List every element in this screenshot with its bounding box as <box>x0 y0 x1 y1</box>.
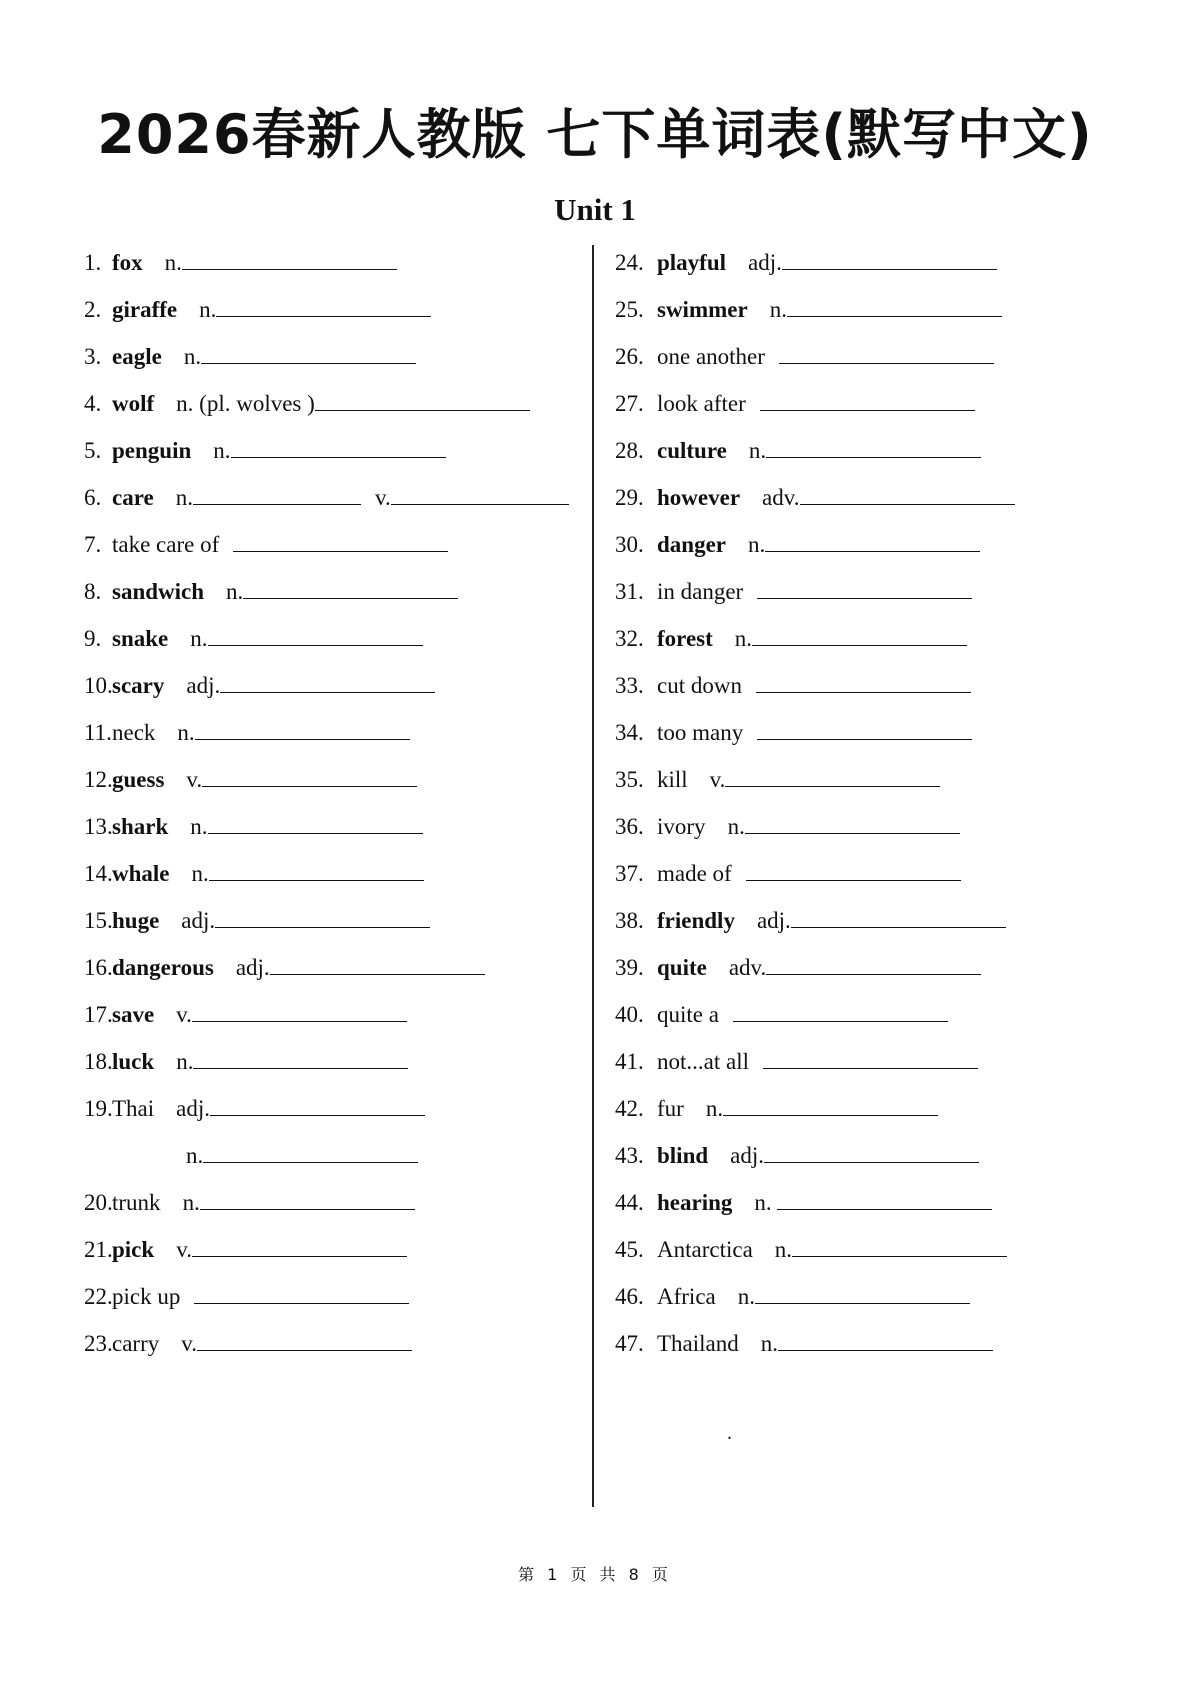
part-of-speech: adj. <box>235 955 270 980</box>
answer-blank[interactable] <box>193 1048 408 1069</box>
part-of-speech: adj. <box>181 908 216 933</box>
word-entry <box>615 248 1015 295</box>
word-entry <box>84 1047 569 1094</box>
answer-blank[interactable] <box>315 390 530 411</box>
part-of-speech: n. <box>748 532 766 557</box>
part-of-speech: v. <box>709 767 726 792</box>
entry-number: 12. <box>84 767 113 792</box>
word-entry <box>615 295 1015 342</box>
answer-blank[interactable] <box>800 484 1015 505</box>
page-footer: 第 1 页 共 8 页 <box>518 1565 672 1584</box>
word-entry <box>84 1329 569 1376</box>
entry-number: 14. <box>84 861 113 886</box>
entry-word: dangerous <box>112 955 214 980</box>
answer-blank[interactable] <box>745 813 960 834</box>
entry-word: culture <box>657 438 727 463</box>
part-of-speech: n. <box>213 438 231 463</box>
entry-word: pick <box>112 1237 155 1262</box>
entry-word: trunk <box>112 1190 161 1215</box>
answer-blank[interactable] <box>270 954 485 975</box>
entry-number: 23. <box>84 1331 113 1356</box>
part-of-speech: n. <box>177 720 195 745</box>
word-entry <box>84 1188 569 1235</box>
part-of-speech: n. <box>191 861 209 886</box>
entry-word: friendly <box>657 908 735 933</box>
part-of-speech: adj. <box>176 1096 211 1121</box>
part-of-speech: n. <box>190 626 208 651</box>
entry-word: sandwich <box>112 579 205 604</box>
answer-blank[interactable] <box>201 343 416 364</box>
answer-blank[interactable] <box>220 672 435 693</box>
word-entry <box>615 765 1015 812</box>
entry-number: 26. <box>615 344 644 369</box>
answer-blank[interactable] <box>752 625 967 646</box>
word-entry <box>615 436 1015 483</box>
entry-number: 5. <box>84 438 102 463</box>
word-entry <box>84 671 569 718</box>
entry-number: 7. <box>84 532 102 557</box>
answer-blank[interactable] <box>787 296 1002 317</box>
answer-blank[interactable] <box>215 907 430 928</box>
entry-number: 21. <box>84 1237 113 1262</box>
answer-blank[interactable] <box>194 1283 409 1304</box>
entry-word: care <box>112 485 154 510</box>
entry-word: however <box>657 485 741 510</box>
entry-number: 34. <box>615 720 644 745</box>
answer-blank[interactable] <box>766 954 981 975</box>
entry-word: cut down <box>657 673 742 698</box>
word-entry <box>615 859 1015 906</box>
entry-word: penguin <box>112 438 192 463</box>
word-entry <box>84 530 569 577</box>
word-entry <box>615 1329 1015 1376</box>
entry-word: swimmer <box>657 297 748 322</box>
entry-word: pick up <box>112 1284 181 1309</box>
word-entry <box>84 577 569 624</box>
part-of-speech: n. <box>774 1237 793 1262</box>
answer-blank[interactable] <box>764 1142 979 1163</box>
answer-blank[interactable] <box>757 719 972 740</box>
word-entry <box>615 1141 1015 1188</box>
word-entry <box>84 812 569 859</box>
word-entry <box>615 671 1015 718</box>
part-of-speech: n. <box>176 1049 194 1074</box>
answer-blank[interactable] <box>192 1001 407 1022</box>
answer-blank[interactable] <box>195 719 410 740</box>
entry-number: 33. <box>615 673 644 698</box>
answer-blank[interactable] <box>779 343 994 364</box>
answer-blank[interactable] <box>760 390 975 411</box>
entry-word: quite <box>657 955 707 980</box>
answer-blank[interactable] <box>777 1189 992 1210</box>
entry-word: luck <box>112 1049 155 1074</box>
entry-number: 44. <box>615 1190 644 1215</box>
word-entry <box>84 1000 569 1047</box>
answer-blank[interactable] <box>763 1048 978 1069</box>
part-of-speech: adj. <box>748 250 782 275</box>
entry-number: 18. <box>84 1049 113 1074</box>
word-entry <box>615 718 1015 765</box>
part-of-speech: n. <box>737 1284 755 1309</box>
part-of-speech: n. <box>769 297 787 322</box>
entry-number: 19. <box>84 1096 113 1121</box>
entry-number: 27. <box>615 391 644 416</box>
answer-blank[interactable] <box>182 249 397 270</box>
word-entry <box>84 1235 569 1282</box>
part-of-speech: n. <box>734 626 753 651</box>
answer-blank[interactable] <box>200 1189 415 1210</box>
word-entry <box>615 1235 1015 1282</box>
entry-number: 45. <box>615 1237 644 1262</box>
entry-word: carry <box>112 1331 160 1356</box>
answer-blank[interactable] <box>791 907 1006 928</box>
entry-number: 35. <box>615 767 644 792</box>
entry-number: 25. <box>615 297 644 322</box>
entry-word: eagle <box>112 344 162 369</box>
entry-number: 9. <box>84 626 102 651</box>
entry-number: 41. <box>615 1049 644 1074</box>
part-of-speech: v. <box>176 1237 192 1262</box>
answer-blank[interactable] <box>782 249 997 270</box>
answer-blank[interactable] <box>233 531 448 552</box>
entry-word: snake <box>112 626 169 651</box>
entry-word: too many <box>657 720 744 745</box>
entry-number: 28. <box>615 438 644 463</box>
entry-word: wolf <box>112 391 155 416</box>
entry-number: 32. <box>615 626 644 651</box>
entry-word: huge <box>112 908 160 933</box>
entry-word: blind <box>657 1143 709 1168</box>
word-entry <box>84 248 569 295</box>
entry-word: neck <box>112 720 156 745</box>
entry-word: take care of <box>112 532 220 557</box>
part-of-speech: n. <box>754 1190 778 1215</box>
part-of-speech: adj. <box>730 1143 765 1168</box>
entry-word: Thai <box>112 1096 155 1121</box>
word-entry <box>84 765 569 812</box>
entry-number: 30. <box>615 532 644 557</box>
entry-number: 13. <box>84 814 113 839</box>
entry-number: 17. <box>84 1002 113 1027</box>
entry-number: 42. <box>615 1096 644 1121</box>
word-entry <box>615 1094 1015 1141</box>
entry-word: playful <box>657 250 727 275</box>
answer-blank[interactable] <box>208 813 423 834</box>
answer-blank[interactable] <box>792 1236 1007 1257</box>
part-of-speech: n. <box>727 814 745 839</box>
entry-word: save <box>112 1002 155 1027</box>
entry-word: quite a <box>657 1002 719 1027</box>
entry-word: not...at all <box>657 1049 749 1074</box>
part-of-speech: adj. <box>756 908 791 933</box>
answer-blank[interactable] <box>765 531 980 552</box>
word-entry <box>84 1282 569 1329</box>
entry-word: shark <box>112 814 169 839</box>
answer-blank[interactable] <box>725 766 940 787</box>
answer-blank[interactable] <box>208 625 423 646</box>
word-entry <box>615 1188 1015 1235</box>
word-entry <box>84 389 569 436</box>
answer-blank[interactable] <box>755 1283 970 1304</box>
entry-word: Africa <box>657 1284 716 1309</box>
answer-blank[interactable] <box>192 1236 407 1257</box>
word-entry <box>84 436 569 483</box>
entry-number: 11. <box>84 720 112 745</box>
word-entry <box>615 1282 1015 1329</box>
entry-number: 16. <box>84 955 113 980</box>
entry-number: 31. <box>615 579 644 604</box>
part-of-speech: n. <box>748 438 767 463</box>
entry-word: danger <box>657 532 726 557</box>
entry-number: 3. <box>84 344 102 369</box>
answer-blank[interactable] <box>202 766 417 787</box>
word-entry <box>615 389 1015 436</box>
entry-number: 43. <box>615 1143 644 1168</box>
word-entry <box>615 624 1015 671</box>
entry-number: 15. <box>84 908 113 933</box>
entry-word: fox <box>112 250 143 275</box>
word-entry <box>84 718 569 765</box>
entry-word: ivory <box>657 814 706 839</box>
word-entry <box>84 1094 569 1141</box>
word-entry <box>84 483 569 530</box>
entry-number: 10. <box>84 673 113 698</box>
entry-number: 24. <box>615 250 644 275</box>
entry-word: Antarctica <box>657 1237 753 1262</box>
entry-word: fur <box>657 1096 684 1121</box>
entry-word: look after <box>657 391 746 416</box>
answer-blank[interactable] <box>733 1001 948 1022</box>
part-of-speech: adv. <box>728 955 767 980</box>
part-of-speech: n. (pl. wolves ) <box>176 391 315 416</box>
word-entry <box>84 295 569 342</box>
entry-word: kill <box>657 767 688 792</box>
entry-word: one another <box>657 344 765 369</box>
entry-number: 8. <box>84 579 102 604</box>
entry-number: 37. <box>615 861 644 886</box>
word-entry <box>615 953 1015 1000</box>
word-entry <box>84 906 569 953</box>
entry-word: scary <box>112 673 165 698</box>
word-entry <box>84 953 569 1000</box>
part-of-speech: v. <box>181 1331 198 1356</box>
part-of-speech: n. <box>190 814 208 839</box>
word-entry <box>615 577 1015 624</box>
entry-word: guess <box>112 767 165 792</box>
answer-blank[interactable] <box>766 437 981 458</box>
word-entry <box>84 859 569 906</box>
entry-number: 2. <box>84 297 102 322</box>
answer-blank[interactable] <box>193 484 361 505</box>
answer-blank[interactable] <box>778 1330 993 1351</box>
entry-word: giraffe <box>112 297 178 322</box>
answer-blank[interactable] <box>197 1330 412 1351</box>
part-of-speech: n. <box>760 1331 778 1356</box>
entry-number: 6. <box>84 485 102 510</box>
right-word-column <box>615 248 1015 1376</box>
answer-blank[interactable] <box>391 484 569 505</box>
entry-number: 47. <box>615 1331 644 1356</box>
part-of-speech: n. <box>199 297 217 322</box>
part-of-speech: n. <box>186 1143 204 1168</box>
word-entry <box>84 624 569 671</box>
column-divider <box>592 245 594 1507</box>
part-of-speech: n. <box>183 344 202 369</box>
word-entry <box>615 1047 1015 1094</box>
word-entry <box>84 1141 569 1188</box>
word-entry <box>84 342 569 389</box>
entry-word: in danger <box>657 579 744 604</box>
part-of-speech: v. <box>176 1002 192 1027</box>
entry-number: 46. <box>615 1284 644 1309</box>
entry-number: 29. <box>615 485 644 510</box>
answer-blank[interactable] <box>243 578 458 599</box>
word-entry <box>615 342 1015 389</box>
part-of-speech: v. <box>186 767 203 792</box>
entry-number: 1. <box>84 250 102 275</box>
entry-number: 20. <box>84 1190 113 1215</box>
entry-word: hearing <box>657 1190 733 1215</box>
part-of-speech: n. <box>705 1096 724 1121</box>
answer-blank[interactable] <box>209 860 424 881</box>
entry-word: made of <box>657 861 732 886</box>
entry-number: 4. <box>84 391 102 416</box>
part-of-speech: n. <box>164 250 182 275</box>
entry-word: Thailand <box>657 1331 739 1356</box>
entry-number: 40. <box>615 1002 644 1027</box>
entry-number: 36. <box>615 814 644 839</box>
unit-heading: Unit 1 <box>554 192 636 227</box>
answer-blank[interactable] <box>231 437 446 458</box>
entry-word: forest <box>657 626 713 651</box>
word-entry <box>615 530 1015 577</box>
left-word-column <box>84 248 569 1376</box>
part-of-speech: adj. <box>186 673 221 698</box>
stray-mark: . <box>727 1422 732 1444</box>
part-of-speech: n. <box>182 1190 200 1215</box>
part-of-speech: adv. <box>762 485 800 510</box>
entry-word: whale <box>112 861 170 886</box>
answer-blank[interactable] <box>723 1095 938 1116</box>
word-entry <box>615 812 1015 859</box>
answer-blank[interactable] <box>746 860 961 881</box>
answer-blank[interactable] <box>203 1142 418 1163</box>
page-title: 2026春新人教版 七下单词表(默写中文) <box>97 103 1093 166</box>
part-of-speech: v. <box>374 485 391 510</box>
answer-blank[interactable] <box>756 672 971 693</box>
answer-blank[interactable] <box>216 296 431 317</box>
part-of-speech: n. <box>226 579 244 604</box>
answer-blank[interactable] <box>210 1095 425 1116</box>
word-entry <box>615 1000 1015 1047</box>
word-entry <box>615 906 1015 953</box>
word-entry <box>615 483 1015 530</box>
entry-number: 39. <box>615 955 644 980</box>
answer-blank[interactable] <box>757 578 972 599</box>
entry-number: 38. <box>615 908 644 933</box>
part-of-speech: n. <box>175 485 193 510</box>
entry-number: 22. <box>84 1284 113 1309</box>
